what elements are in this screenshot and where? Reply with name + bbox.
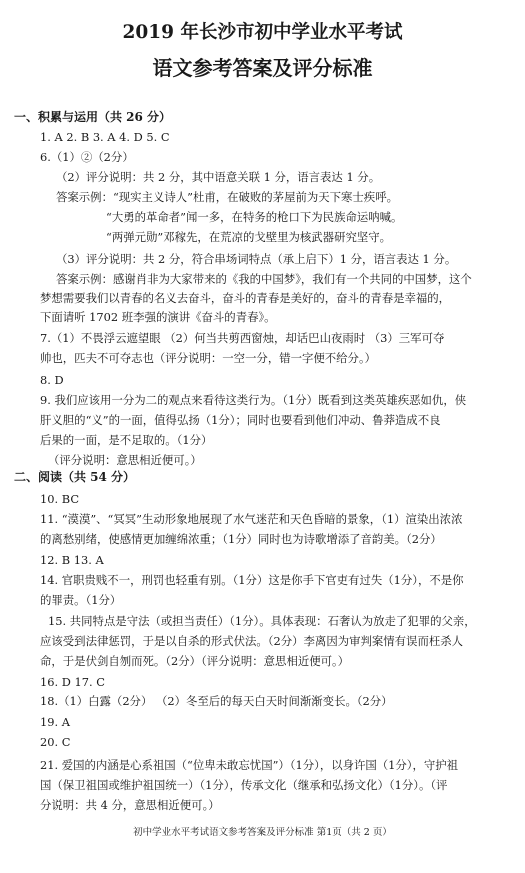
- answer-line: 7.（1）不畏浮云遮望眼 （2）何当共剪西窗烛，却话巴山夜雨时 （3）三军可夺: [40, 331, 445, 345]
- section-heading: 二、阅读（共 54 分）: [14, 470, 136, 484]
- answer-line: 答案示例：感谢肖非为大家带来的《我的中国梦》，我们有一个共同的中国梦，这个: [56, 272, 472, 286]
- answer-line: 梦想需要我们以青春的名义去奋斗，奋斗的青春是美好的，奋斗的青春是幸福的，: [40, 291, 451, 305]
- answer-line: 21. 爱国的内涵是心系祖国（“位卑未敢忘忧国”）（1分），以身许国（1分），守护祖: [40, 758, 459, 772]
- answer-line: 8. D: [40, 373, 64, 387]
- answer-line: （评分说明：意思相近便可。）: [48, 453, 202, 467]
- answer-line: 18.（1）白露（2分） （2）冬至后的每天白天时间渐渐变长。（2分）: [40, 694, 393, 708]
- answer-line: 答案示例：“现实主义诗人”杜甫，在破败的茅屋前为天下寒士疾呼。: [56, 190, 398, 204]
- answer-line: “大勇的革命者”闻一多，在特务的枪口下为民族命运呐喊。: [106, 210, 403, 224]
- answer-line: 15. 共同特点是守法（或担当责任）（1分）。具体表现：石奢认为放走了犯罪的父亲，: [48, 614, 476, 628]
- answer-line: 9. 我们应该用一分为二的观点来看待这类行为。（1分）既看到这类英雄疾恶如仇，侠: [40, 393, 467, 407]
- page-footer: 初中学业水平考试语文参考答案及评分标准 第1页（共 2 页）: [133, 827, 392, 838]
- answer-line: “两弹元勋”邓稼先，在荒凉的戈壁里为核武器研究坚守。: [106, 230, 392, 244]
- answer-line: （3）评分说明：共 2 分，符合串场词特点（承上启下）1 分，语言表达 1 分。: [56, 252, 457, 266]
- answer-line: 10. BC: [40, 492, 80, 506]
- answer-line: 帅也，匹夫不可夺志也（评分说明：一空一分，错一字便不给分。）: [40, 351, 377, 365]
- answer-line: 命，于是伏剑自刎而死。（2分）（评分说明：意思相近便可。）: [40, 654, 350, 668]
- page-title: 2019 年长沙市初中学业水平考试: [122, 22, 403, 43]
- answer-line: 后果的一面，是不足取的。（1分）: [40, 433, 213, 447]
- answer-line: 的罪责。（1分）: [40, 593, 122, 607]
- answer-line: 6.（1）②（2分）: [40, 150, 134, 164]
- answer-line: 12. B 13. A: [40, 553, 104, 567]
- answer-line: （2）评分说明：共 2 分，其中语意关联 1 分，语言表达 1 分。: [56, 170, 381, 184]
- answer-line: 19. A: [40, 715, 70, 729]
- answer-line: 14. 官职贵贱不一，刑罚也轻重有别。（1分）这是你手下官吏有过失（1分），不是你: [40, 573, 464, 587]
- answer-line: 16. D 17. C: [40, 675, 105, 689]
- answer-line: 的离愁别绪，使感情更加缠绵浓重；（1分）同时也为诗歌增添了音韵美。（2分）: [40, 532, 442, 546]
- answer-line: 肝义胆的“义”的一面，值得弘扬（1分）；同时也要看到他们冲动、鲁莽造成不良: [40, 413, 441, 427]
- answer-line: 下面请听 1702 班李强的演讲《奋斗的青春》。: [40, 310, 276, 324]
- page-subtitle: 语文参考答案及评分标准: [152, 56, 373, 80]
- answer-line: 20. C: [40, 735, 71, 749]
- answer-line: 应该受到法律惩罚，于是以自杀的形式伏法。（2分）李离因为审判案情有误而枉杀人: [40, 634, 464, 648]
- answer-line: 11. “漠漠”、“冥冥”生动形象地展现了水气迷茫和天色昏暗的景象，（1）渲染出浓浓: [40, 512, 463, 526]
- answer-line: 分说明：共 4 分，意思相近便可。）: [40, 798, 220, 812]
- answer-line: 国（保卫祖国或维护祖国统一）（1分），传承文化（继承和弘扬文化）（1分）。（评: [40, 778, 448, 792]
- answer-line: 1. A 2. B 3. A 4. D 5. C: [40, 130, 170, 144]
- section-heading: 一、积累与运用（共 26 分）: [14, 110, 172, 124]
